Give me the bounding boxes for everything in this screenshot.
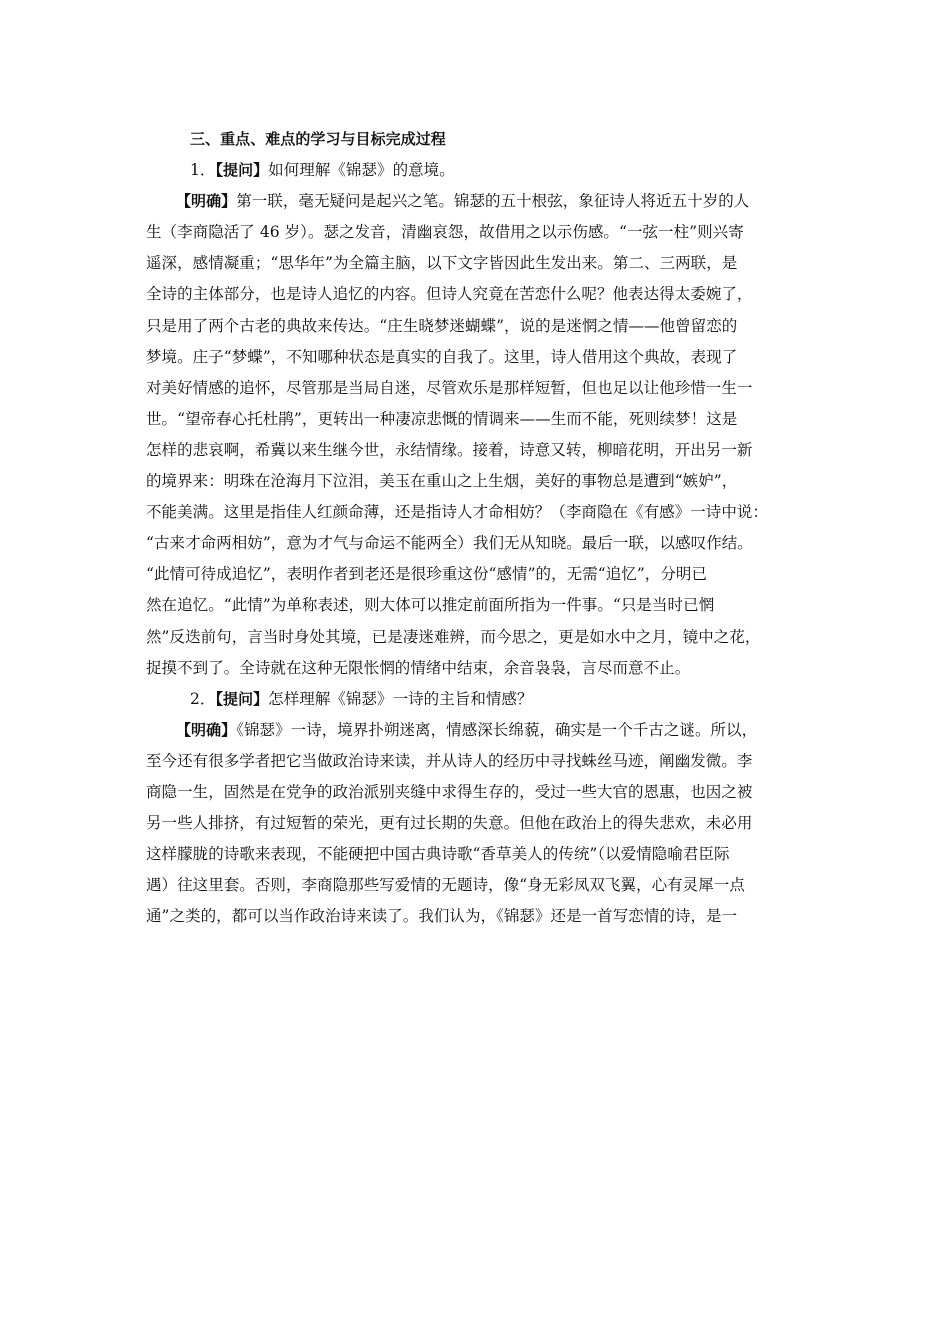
answer-2-line [146, 715, 814, 746]
answer-1-line: “此情可待成追忆”，表明作者到老还是很珍重这份“感情”的，无需“追忆”，分明已 [146, 565, 707, 584]
answer-1-line: 然”反迭前句，言当时身处其境，已是凄迷难辨，而今思之，更是如水中之月，镜中之花， [146, 627, 761, 646]
answer-1-line: 的境界来：明珠在沧海月下泣泪，美玉在重山之上生烟，美好的事物总是遭到“嫉妒”， [146, 472, 738, 491]
answer-2-line: 至今还有很多学者把它当做政治诗来读，并从诗人的经历中寻找蛛丝马迹，阐幽发微。李 [146, 751, 753, 770]
answer-1-line: 梦境。庄子“梦蝶”，不知哪种状态是真实的自我了。这里，诗人借用这个典故，表现了 [146, 347, 738, 366]
answer-1-line: 生（李商隐活了 46 岁）。瑟之发音，清幽哀怨，故借用之以示伤感。“一弦一柱”则兴寄 [146, 223, 744, 242]
answer-1 [146, 186, 814, 684]
answer-1-line [146, 186, 814, 217]
answer-1-line: “古来才命两相妨”，意为才气与命运不能两全）我们无从知晓。最后一联，以感叹作结。 [146, 534, 753, 553]
question-2-tag: 【提问】 [215, 689, 269, 708]
answer-2 [146, 715, 814, 933]
answer-1-line: 不能美满。这里是指佳人红颜命薄，还是指诗人才命相妨？（李商隐在《有感》一诗中说： [146, 503, 769, 522]
section-heading: 三、重点、难点的学习与目标完成过程 [190, 130, 446, 148]
question-1 [146, 155, 814, 186]
answer-1-line: 只是用了两个古老的典故来传达。“庄生晓梦迷蝴蝶”，说的是迷惘之情——他曾留恋的 [146, 316, 738, 335]
answer-1-line: 全诗的主体部分，也是诗人追忆的内容。但诗人究竟在苦恋什么呢？他表达得太委婉了， [146, 285, 753, 304]
question-2 [146, 684, 814, 715]
question-2-text: 怎样理解《锦瑟》一诗的主旨和情感？ [268, 689, 533, 708]
answer-2-line: 另一些人排挤，有过短暂的荣光，更有过长期的失意。但他在政治上的得失悲欢，未必用 [146, 814, 753, 833]
question-2-number: 2． [190, 689, 216, 708]
answer-1-line: 世。“望帝春心托杜鹃”，更转出一种凄凉悲慨的情调来——生而不能，死则续梦！这是 [146, 409, 738, 428]
answer-1-tag: 【明确】 [176, 192, 237, 211]
answer-1-text: 第一联，毫无疑问是起兴之笔。锦瑟的五十根弦，象征诗人将近五十岁的人 [236, 192, 750, 211]
answer-2-line: 这样朦胧的诗歌来表现，不能硬把中国古典诗歌“香草美人的传统”（以爱情隐喻君臣际 [146, 845, 730, 864]
answer-1-line: 捉摸不到了。全诗就在这种无限怅惘的情绪中结束，余音袅袅，言尽而意不止。 [146, 658, 691, 677]
question-1-tag: 【提问】 [215, 161, 269, 180]
question-1-number: 1． [190, 161, 216, 180]
answer-1-line: 遥深，感情凝重；“思华年”为全篇主脑，以下文字皆因此生发出来。第二、三两联，是 [146, 254, 738, 273]
answer-2-text: 《锦瑟》一诗，境界扑朔迷离，情感深长绵藐，确实是一个千古之谜。所以， [236, 720, 758, 739]
answer-1-line: 怎样的悲哀啊，希冀以来生继今世，永结情缘。接着，诗意又转，柳暗花明，开出另一新 [146, 440, 753, 459]
answer-1-line: 对美好情感的追怀，尽管那是当局自迷，尽管欢乐是那样短暂，但也足以让他珍惜一生一 [146, 378, 753, 397]
answer-2-line: 通”之类的，都可以当作政治诗来读了。我们认为，《锦瑟》还是一首写恋情的诗，是一 [146, 907, 738, 926]
answer-1-line: 然在追忆。“此情”为单称表述，则大体可以推定前面所指为一件事。“只是当时已惘 [146, 596, 715, 615]
answer-2-tag: 【明确】 [176, 720, 237, 739]
question-1-text: 如何理解《锦瑟》的意境。 [268, 161, 455, 180]
answer-2-line: 商隐一生，固然是在党争的政治派别夹缝中求得生存的，受过一些大官的恩惠，也因之被 [146, 782, 753, 801]
answer-2-line: 遇）往这里套。否则，李商隐那些写爱情的无题诗，像“身无彩凤双飞翼，心有灵犀一点 [146, 876, 745, 895]
document-body [146, 124, 814, 932]
